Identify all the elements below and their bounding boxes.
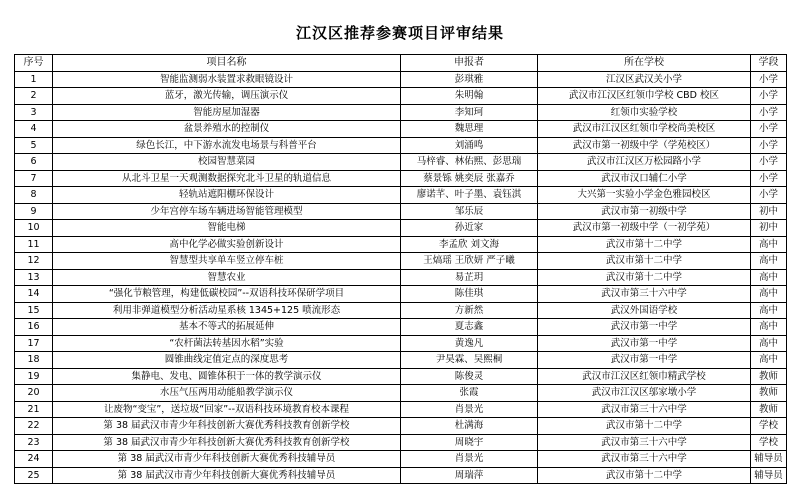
table-row: [15, 302, 787, 319]
cell-applicant: 王熇瑶 王欣妍 严子曦: [401, 253, 538, 270]
cell-school: 武汉市第三十六中学: [538, 286, 751, 303]
cell-applicant: 朱明翰: [401, 88, 538, 105]
cell-stage: 高中: [751, 269, 787, 286]
cell-school: 武汉市第一中学: [538, 352, 751, 369]
cell-school: 江汉区武汉关小学: [538, 71, 751, 88]
cell-project-name: 水压气压两用动能船教学演示仪: [53, 385, 401, 402]
cell-school: 红领巾实验学校: [538, 104, 751, 121]
table-row: [15, 335, 787, 352]
cell-applicant: 邹乐辰: [401, 203, 538, 220]
cell-applicant: 魏思理: [401, 121, 538, 138]
cell-number: 3: [15, 104, 53, 121]
table-row: [15, 187, 787, 204]
cell-project-name: 第 38 届武汉市青少年科技创新大赛优秀科技辅导员: [53, 467, 401, 484]
cell-school: 武汉市第一中学: [538, 319, 751, 336]
cell-project-name: 第 38 届武汉市青少年科技创新大赛优秀科技教育创新学校: [53, 418, 401, 435]
cell-number: 12: [15, 253, 53, 270]
cell-project-name: 智能监测弱水装置求救眼镜设计: [53, 71, 401, 88]
cell-applicant: 尹昊霖、吴熙桐: [401, 352, 538, 369]
cell-school: 武汉市江汉区红领巾学校 CBD 校区: [538, 88, 751, 105]
cell-school: 武汉市第三十六中学: [538, 434, 751, 451]
cell-number: 14: [15, 286, 53, 303]
table-row: [15, 121, 787, 138]
cell-stage: 学校: [751, 418, 787, 435]
cell-stage: 教师: [751, 385, 787, 402]
cell-school: 武汉市江汉区红领巾精武学校: [538, 368, 751, 385]
table-row: [15, 269, 787, 286]
cell-stage: 小学: [751, 187, 787, 204]
cell-project-name: 基本不等式的拓展延伸: [53, 319, 401, 336]
cell-applicant: 陈俊灵: [401, 368, 538, 385]
cell-applicant: 夏志鑫: [401, 319, 538, 336]
cell-applicant: 李知珂: [401, 104, 538, 121]
cell-school: 武汉市第三十六中学: [538, 451, 751, 468]
cell-school: 武汉市第三十六中学: [538, 401, 751, 418]
cell-stage: 初中: [751, 220, 787, 237]
cell-number: 4: [15, 121, 53, 138]
cell-number: 15: [15, 302, 53, 319]
cell-number: 13: [15, 269, 53, 286]
cell-project-name: 第 38 届武汉市青少年科技创新大赛优秀科技辅导员: [53, 451, 401, 468]
cell-number: 10: [15, 220, 53, 237]
cell-school: 武汉市第一初级中学（一初学苑）: [538, 220, 751, 237]
table-row: [15, 170, 787, 187]
cell-school: 大兴第一实验小学金色雅园校区: [538, 187, 751, 204]
cell-stage: 高中: [751, 253, 787, 270]
cell-number: 16: [15, 319, 53, 336]
cell-stage: 学校: [751, 434, 787, 451]
table-row: [15, 352, 787, 369]
cell-applicant: 陈佳琪: [401, 286, 538, 303]
cell-project-name: 绿色长江，中下游水流发电场景与科普平台: [53, 137, 401, 154]
document-title: 江汉区推荐参赛项目评审结果: [295, 24, 504, 42]
cell-project-name: 盆景养殖水的控制仪: [53, 121, 401, 138]
cell-number: 21: [15, 401, 53, 418]
cell-applicant: 周瑞萍: [401, 467, 538, 484]
cell-number: 18: [15, 352, 53, 369]
cell-applicant: 彭琪雅: [401, 71, 538, 88]
cell-project-name: 智慧农业: [53, 269, 401, 286]
cell-school: 武汉市第十二中学: [538, 236, 751, 253]
cell-stage: 小学: [751, 121, 787, 138]
cell-stage: 高中: [751, 286, 787, 303]
table-row: [15, 401, 787, 418]
cell-stage: 教师: [751, 401, 787, 418]
cell-number: 11: [15, 236, 53, 253]
cell-school: 武汉市第一中学: [538, 335, 751, 352]
table-row: [15, 104, 787, 121]
table-row: [15, 385, 787, 402]
cell-stage: 小学: [751, 170, 787, 187]
cell-stage: 小学: [751, 71, 787, 88]
table-row: [15, 253, 787, 270]
cell-project-name: 圆锥曲线定值定点的深度思考: [53, 352, 401, 369]
table-row: [15, 319, 787, 336]
cell-number: 6: [15, 154, 53, 171]
cell-number: 19: [15, 368, 53, 385]
cell-number: 5: [15, 137, 53, 154]
table-row: [15, 368, 787, 385]
cell-project-name: 校园智慧菜园: [53, 154, 401, 171]
cell-stage: 高中: [751, 319, 787, 336]
cell-school: 武汉市第十二中学: [538, 467, 751, 484]
cell-project-name: 智慧型共享单车竖立停车桩: [53, 253, 401, 270]
cell-applicant: 李孟欣 刘文海: [401, 236, 538, 253]
cell-project-name: “农杆菌法转基因水稻”实验: [53, 335, 401, 352]
cell-project-name: 智能电梯: [53, 220, 401, 237]
cell-project-name: 高中化学必做实验创新设计: [53, 236, 401, 253]
cell-applicant: 肖景光: [401, 451, 538, 468]
cell-project-name: “强化节粮管理，构建低碳校园”--双语科技环保研学项目: [53, 286, 401, 303]
cell-project-name: 利用非弹道模型分析活动星系核 1345+125 喷流形态: [53, 302, 401, 319]
cell-applicant: 易芷玥: [401, 269, 538, 286]
cell-number: 25: [15, 467, 53, 484]
cell-applicant: 孙近家: [401, 220, 538, 237]
cell-stage: 初中: [751, 203, 787, 220]
cell-stage: 高中: [751, 236, 787, 253]
cell-stage: 辅导员: [751, 467, 787, 484]
cell-school: 武汉市江汉区万松园路小学: [538, 154, 751, 171]
table-row: [15, 418, 787, 435]
header-stage: 学段: [751, 55, 787, 72]
cell-applicant: 周晓宇: [401, 434, 538, 451]
cell-stage: 小学: [751, 88, 787, 105]
cell-project-name: 第 38 届武汉市青少年科技创新大赛优秀科技教育创新学校: [53, 434, 401, 451]
cell-applicant: 蔡景铄 姚奕辰 张嘉乔: [401, 170, 538, 187]
cell-applicant: 方新然: [401, 302, 538, 319]
cell-stage: 高中: [751, 335, 787, 352]
table-row: [15, 451, 787, 468]
cell-stage: 高中: [751, 302, 787, 319]
cell-applicant: 肖景光: [401, 401, 538, 418]
table-row: [15, 71, 787, 88]
table-row: [15, 434, 787, 451]
cell-project-name: 从北斗卫星一天观测数据探究北斗卫星的轨道信息: [53, 170, 401, 187]
cell-school: 武汉市第一初级中学: [538, 203, 751, 220]
table-row: [15, 236, 787, 253]
cell-number: 8: [15, 187, 53, 204]
table-row: [15, 286, 787, 303]
header-school: 所在学校: [538, 55, 751, 72]
cell-project-name: 蓝牙，激光传输，调压演示仪: [53, 88, 401, 105]
cell-project-name: 让废物“变宝”，送垃圾“回家”--双语科技环境教育校本课程: [53, 401, 401, 418]
header-applicant: 申报者: [401, 55, 538, 72]
table-row: [15, 467, 787, 484]
cell-project-name: 集静电、发电、圆锥体积于一体的教学演示仪: [53, 368, 401, 385]
cell-school: 武汉市第十二中学: [538, 269, 751, 286]
cell-school: 武汉市江汉区邬家墩小学: [538, 385, 751, 402]
cell-school: 武汉市汉口辅仁小学: [538, 170, 751, 187]
cell-applicant: 廖诺芊、叶子墨、袁钰淇: [401, 187, 538, 204]
results-table: [14, 54, 787, 484]
cell-applicant: 黄逸凡: [401, 335, 538, 352]
cell-number: 22: [15, 418, 53, 435]
table-header-row: [15, 55, 787, 72]
cell-number: 1: [15, 71, 53, 88]
table-row: [15, 88, 787, 105]
cell-stage: 高中: [751, 352, 787, 369]
cell-number: 7: [15, 170, 53, 187]
header-project-name: 项目名称: [53, 55, 401, 72]
cell-school: 武汉市第一初级中学（学苑校区）: [538, 137, 751, 154]
cell-project-name: 智能房屋加湿器: [53, 104, 401, 121]
cell-school: 武汉市第十二中学: [538, 253, 751, 270]
cell-applicant: 刘涌鸣: [401, 137, 538, 154]
cell-stage: 小学: [751, 104, 787, 121]
table-row: [15, 220, 787, 237]
table-body: [15, 71, 787, 484]
cell-number: 20: [15, 385, 53, 402]
cell-school: 武汉外国语学校: [538, 302, 751, 319]
cell-applicant: 杜满海: [401, 418, 538, 435]
cell-number: 2: [15, 88, 53, 105]
cell-number: 9: [15, 203, 53, 220]
cell-applicant: 张霞: [401, 385, 538, 402]
cell-number: 24: [15, 451, 53, 468]
cell-project-name: 轻轨站遮阳棚环保设计: [53, 187, 401, 204]
cell-stage: 辅导员: [751, 451, 787, 468]
cell-stage: 教师: [751, 368, 787, 385]
cell-applicant: 马梓睿、林佑熙、彭思瑞: [401, 154, 538, 171]
cell-project-name: 少年宫停车场车辆进场智能管理模型: [53, 203, 401, 220]
header-number: 序号: [15, 55, 53, 72]
cell-stage: 小学: [751, 137, 787, 154]
table-row: [15, 154, 787, 171]
cell-school: 武汉市第十二中学: [538, 418, 751, 435]
table-row: [15, 137, 787, 154]
cell-number: 23: [15, 434, 53, 451]
cell-school: 武汉市江汉区红领巾学校尚美校区: [538, 121, 751, 138]
cell-number: 17: [15, 335, 53, 352]
cell-stage: 小学: [751, 154, 787, 171]
table-row: [15, 203, 787, 220]
